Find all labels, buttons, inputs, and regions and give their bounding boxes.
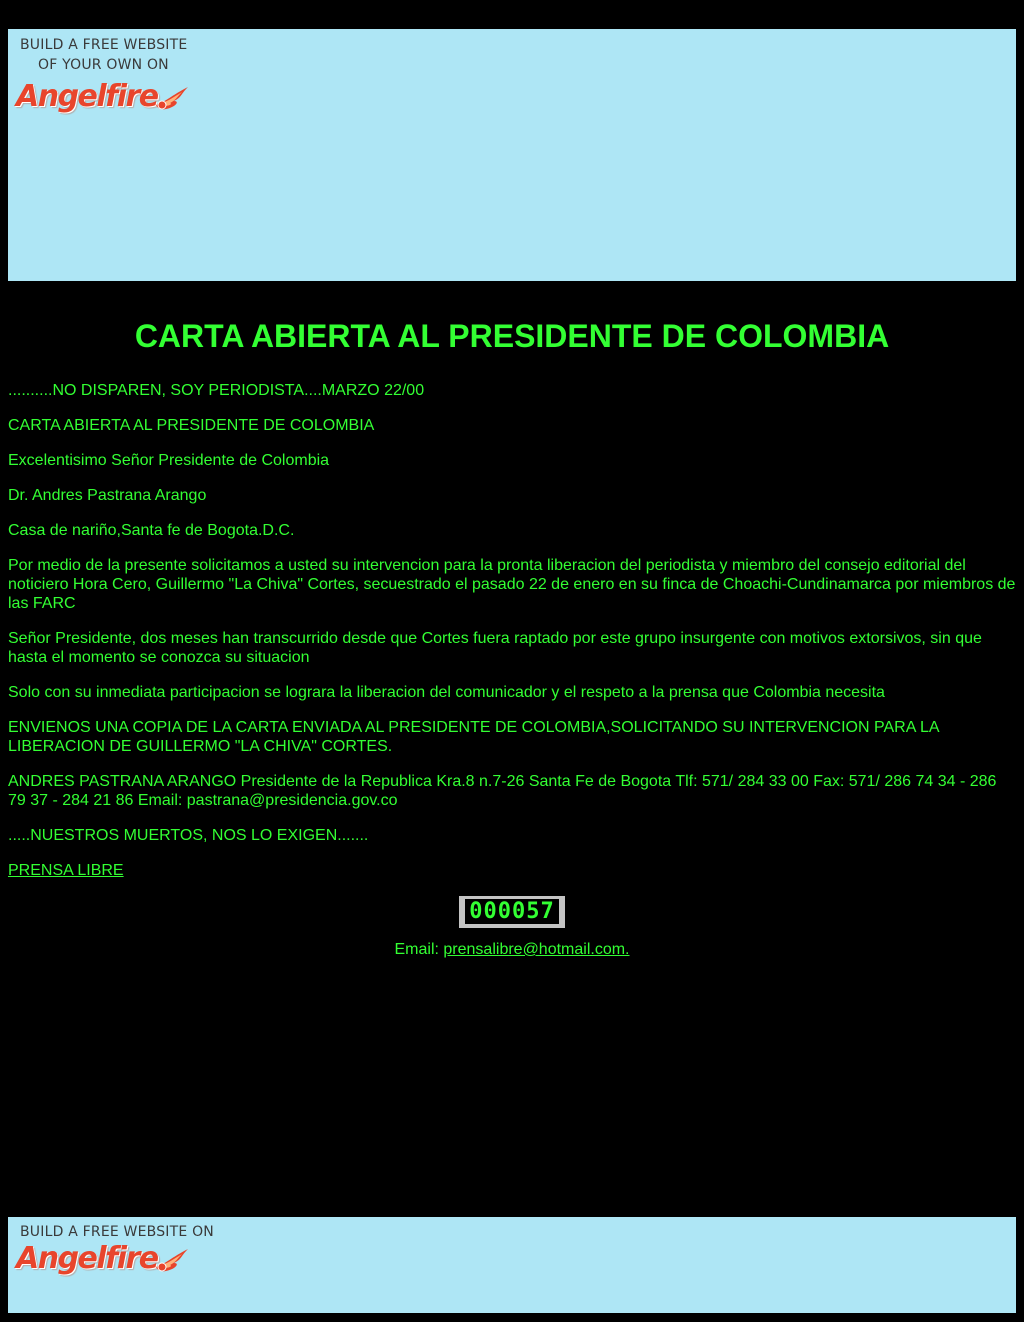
top-ad-line-2: OF YOUR OWN ON — [38, 57, 169, 73]
paragraph-body-1: Por medio de la presente solicitamos a usted su intervencion para la pronta liberacion del periodista y miembro del consejo editorial del noticiero Hora Cero, Guillermo "La Chiva" Cortes, secuestrado el pasado 22 de enero en su finca de Choachi-Cundinamarca por miembros de las FARC — [8, 557, 1016, 612]
page-title: CARTA ABIERTA AL PRESIDENTE DE COLOMBIA — [134, 318, 890, 354]
fireball-icon — [154, 1245, 190, 1275]
paragraph-addressee-name: Dr. Andres Pastrana Arango — [8, 487, 207, 504]
paragraph-body-3: Solo con su inmediata participacion se lograra la liberacion del comunicador y el respeto a la prensa que Colombia necesita — [8, 684, 885, 701]
angelfire-logo-text: Angelfire — [16, 79, 158, 114]
top-ad-line-1: BUILD A FREE WEBSITE — [20, 37, 188, 53]
email-label: Email: — [394, 941, 439, 958]
prensa-libre-link[interactable]: PRENSA LIBRE — [8, 862, 124, 879]
hit-counter — [459, 896, 564, 928]
paragraph-call-to-action: ENVIENOS UNA COPIA DE LA CARTA ENVIADA AL PRESIDENTE DE COLOMBIA,SOLICITANDO SU INTERVENCION PARA LA LIBERACION DE GUILLERMO "LA CHIVA" CORTES. — [8, 719, 939, 755]
paragraph-dateline: ..........NO DISPAREN, SOY PERIODISTA....MARZO 22/00 — [8, 382, 425, 399]
bottom-ad-banner[interactable] — [8, 1217, 1016, 1313]
paragraph-contact-info: ANDRES PASTRANA ARANGO Presidente de la Republica Kra.8 n.7-26 Santa Fe de Bogota Tlf: 571/ 284 33 00 Fax: 571/ 286 74 34 - 286 79 37 - 284 21 86 Email: pastrana@presidencia.gov.co — [8, 773, 997, 809]
email-line — [8, 940, 1016, 959]
hit-counter-value: 000057 — [465, 899, 558, 924]
paragraph-body-2: Señor Presidente, dos meses han transcurrido desde que Cortes fuera raptado por este grupo insurgente con motivos extorsivos, sin que hasta el momento se conozca su situacion — [8, 630, 982, 666]
angelfire-logo[interactable] — [16, 79, 190, 114]
fireball-icon — [154, 83, 190, 113]
angelfire-logo-text-bottom: Angelfire — [16, 1241, 158, 1276]
paragraph-salutation: Excelentisimo Señor Presidente de Colombia — [8, 452, 330, 469]
email-link[interactable]: prensalibre@hotmail.com. — [443, 941, 630, 958]
hit-counter-wrap — [8, 896, 1016, 928]
article-content — [8, 316, 1016, 959]
angelfire-logo-bottom[interactable] — [16, 1241, 190, 1276]
prensa-libre-paragraph — [8, 861, 1016, 880]
bottom-ad-line-1: BUILD A FREE WEBSITE ON — [20, 1224, 214, 1240]
paragraph-addressee-address: Casa de nariño,Santa fe de Bogota.D.C. — [8, 522, 295, 539]
paragraph-letter-heading: CARTA ABIERTA AL PRESIDENTE DE COLOMBIA — [8, 417, 375, 434]
paragraph-closing: .....NUESTROS MUERTOS, NOS LO EXIGEN....... — [8, 827, 369, 844]
top-ad-banner[interactable] — [8, 29, 1016, 281]
